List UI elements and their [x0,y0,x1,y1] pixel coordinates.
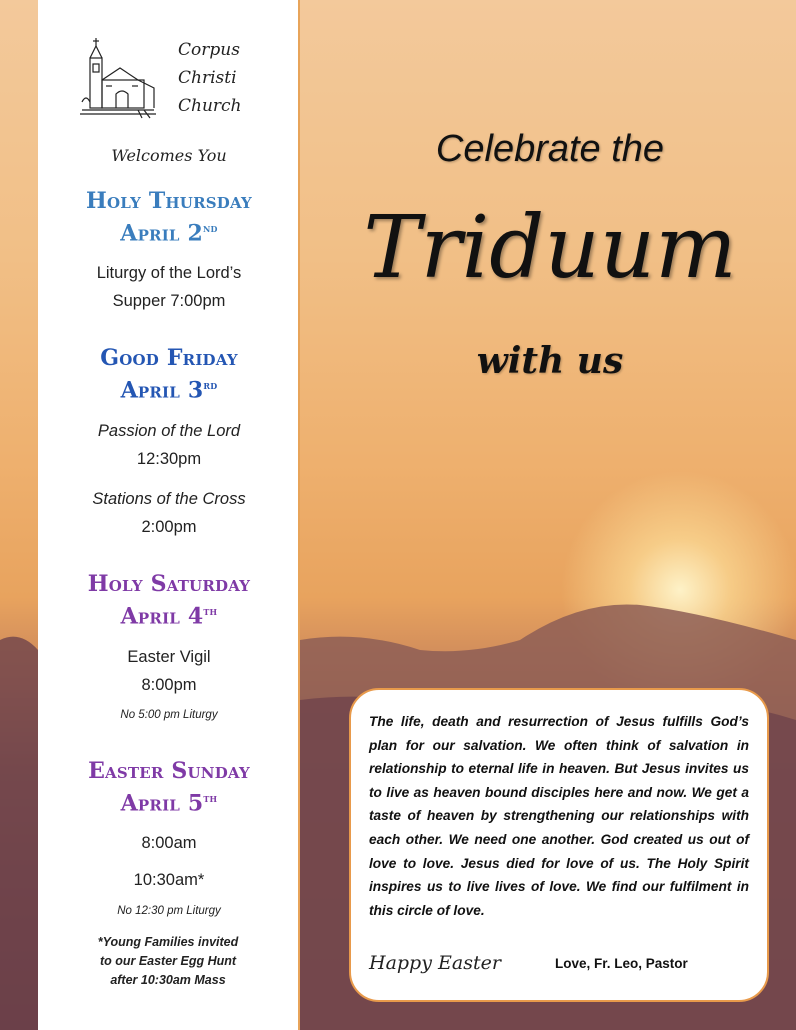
service-title: Passion of the Lord [97,422,241,440]
sunday-heading [38,758,300,817]
egg-hunt-footnote [58,933,278,990]
thursday-liturgy [38,259,300,315]
message-body: The life, death and resurrection of Jesus fulfills God’s plan for our salvation. We often think of salvation in relationship to eternal life in heaven. But Jesus invites us to live as heaven bound disciples here and now. We get a taste of heaven by strengthening our relationships with each other. We need one another. God created us out of love to love. Jesus died for love of us. The Holy Spirit inspires us to live lives of love. We find our fulfilment in this circle of love. [369,714,749,918]
footnote-line: *Young Families invited [97,935,239,949]
pastor-message-box [349,688,769,1002]
sunday-time-2: 10:30am* [133,871,205,889]
pastor-signature: Love, Fr. Leo, Pastor [555,956,688,971]
welcome-text: Welcomes You [111,146,227,165]
service-title: Stations of the Cross [92,490,246,508]
church-name-line: Christi [178,68,237,88]
church-name-line: Corpus [178,40,240,60]
church-logo-icon [78,36,158,120]
day-name: Holy Saturday [87,571,251,597]
liturgy-line: Liturgy of the Lord’s [96,264,242,282]
church-name-line: Church [178,96,242,116]
headline-celebrate: Celebrate the [435,128,665,170]
day-name: Holy Thursday [86,188,252,214]
service-time: 12:30pm [136,450,202,468]
saturday-vigil [38,643,300,699]
day-date: April 5th [120,790,218,817]
day-name: Easter Sunday [88,758,250,784]
friday-passion [38,417,300,473]
happy-easter-greeting: Happy Easter [369,952,501,974]
headline-with-us: with us [476,340,624,382]
footnote-line: after 10:30am Mass [110,973,226,987]
liturgy-line: Supper 7:00pm [112,292,226,310]
friday-stations [38,485,300,541]
day-date: April 4th [120,603,218,630]
saturday-note: No 5:00 pm Liturgy [120,709,218,721]
thursday-heading [38,188,300,247]
day-date: April 3rd [120,377,218,404]
church-name [178,36,268,120]
sunday-time-1: 8:00am [141,834,197,852]
service-title: Easter Vigil [127,648,211,666]
service-time: 8:00pm [141,676,197,694]
saturday-heading [38,571,300,630]
footnote-line: to our Easter Egg Hunt [99,954,237,968]
headline-triduum: Triduum [363,198,737,298]
day-name: Good Friday [100,345,238,371]
day-date: April 2nd [120,220,218,247]
service-time: 2:00pm [141,518,197,536]
schedule-sidebar [38,0,300,1030]
friday-heading [38,345,300,404]
sunday-note: No 12:30 pm Liturgy [117,905,221,917]
message-signature [369,952,753,982]
